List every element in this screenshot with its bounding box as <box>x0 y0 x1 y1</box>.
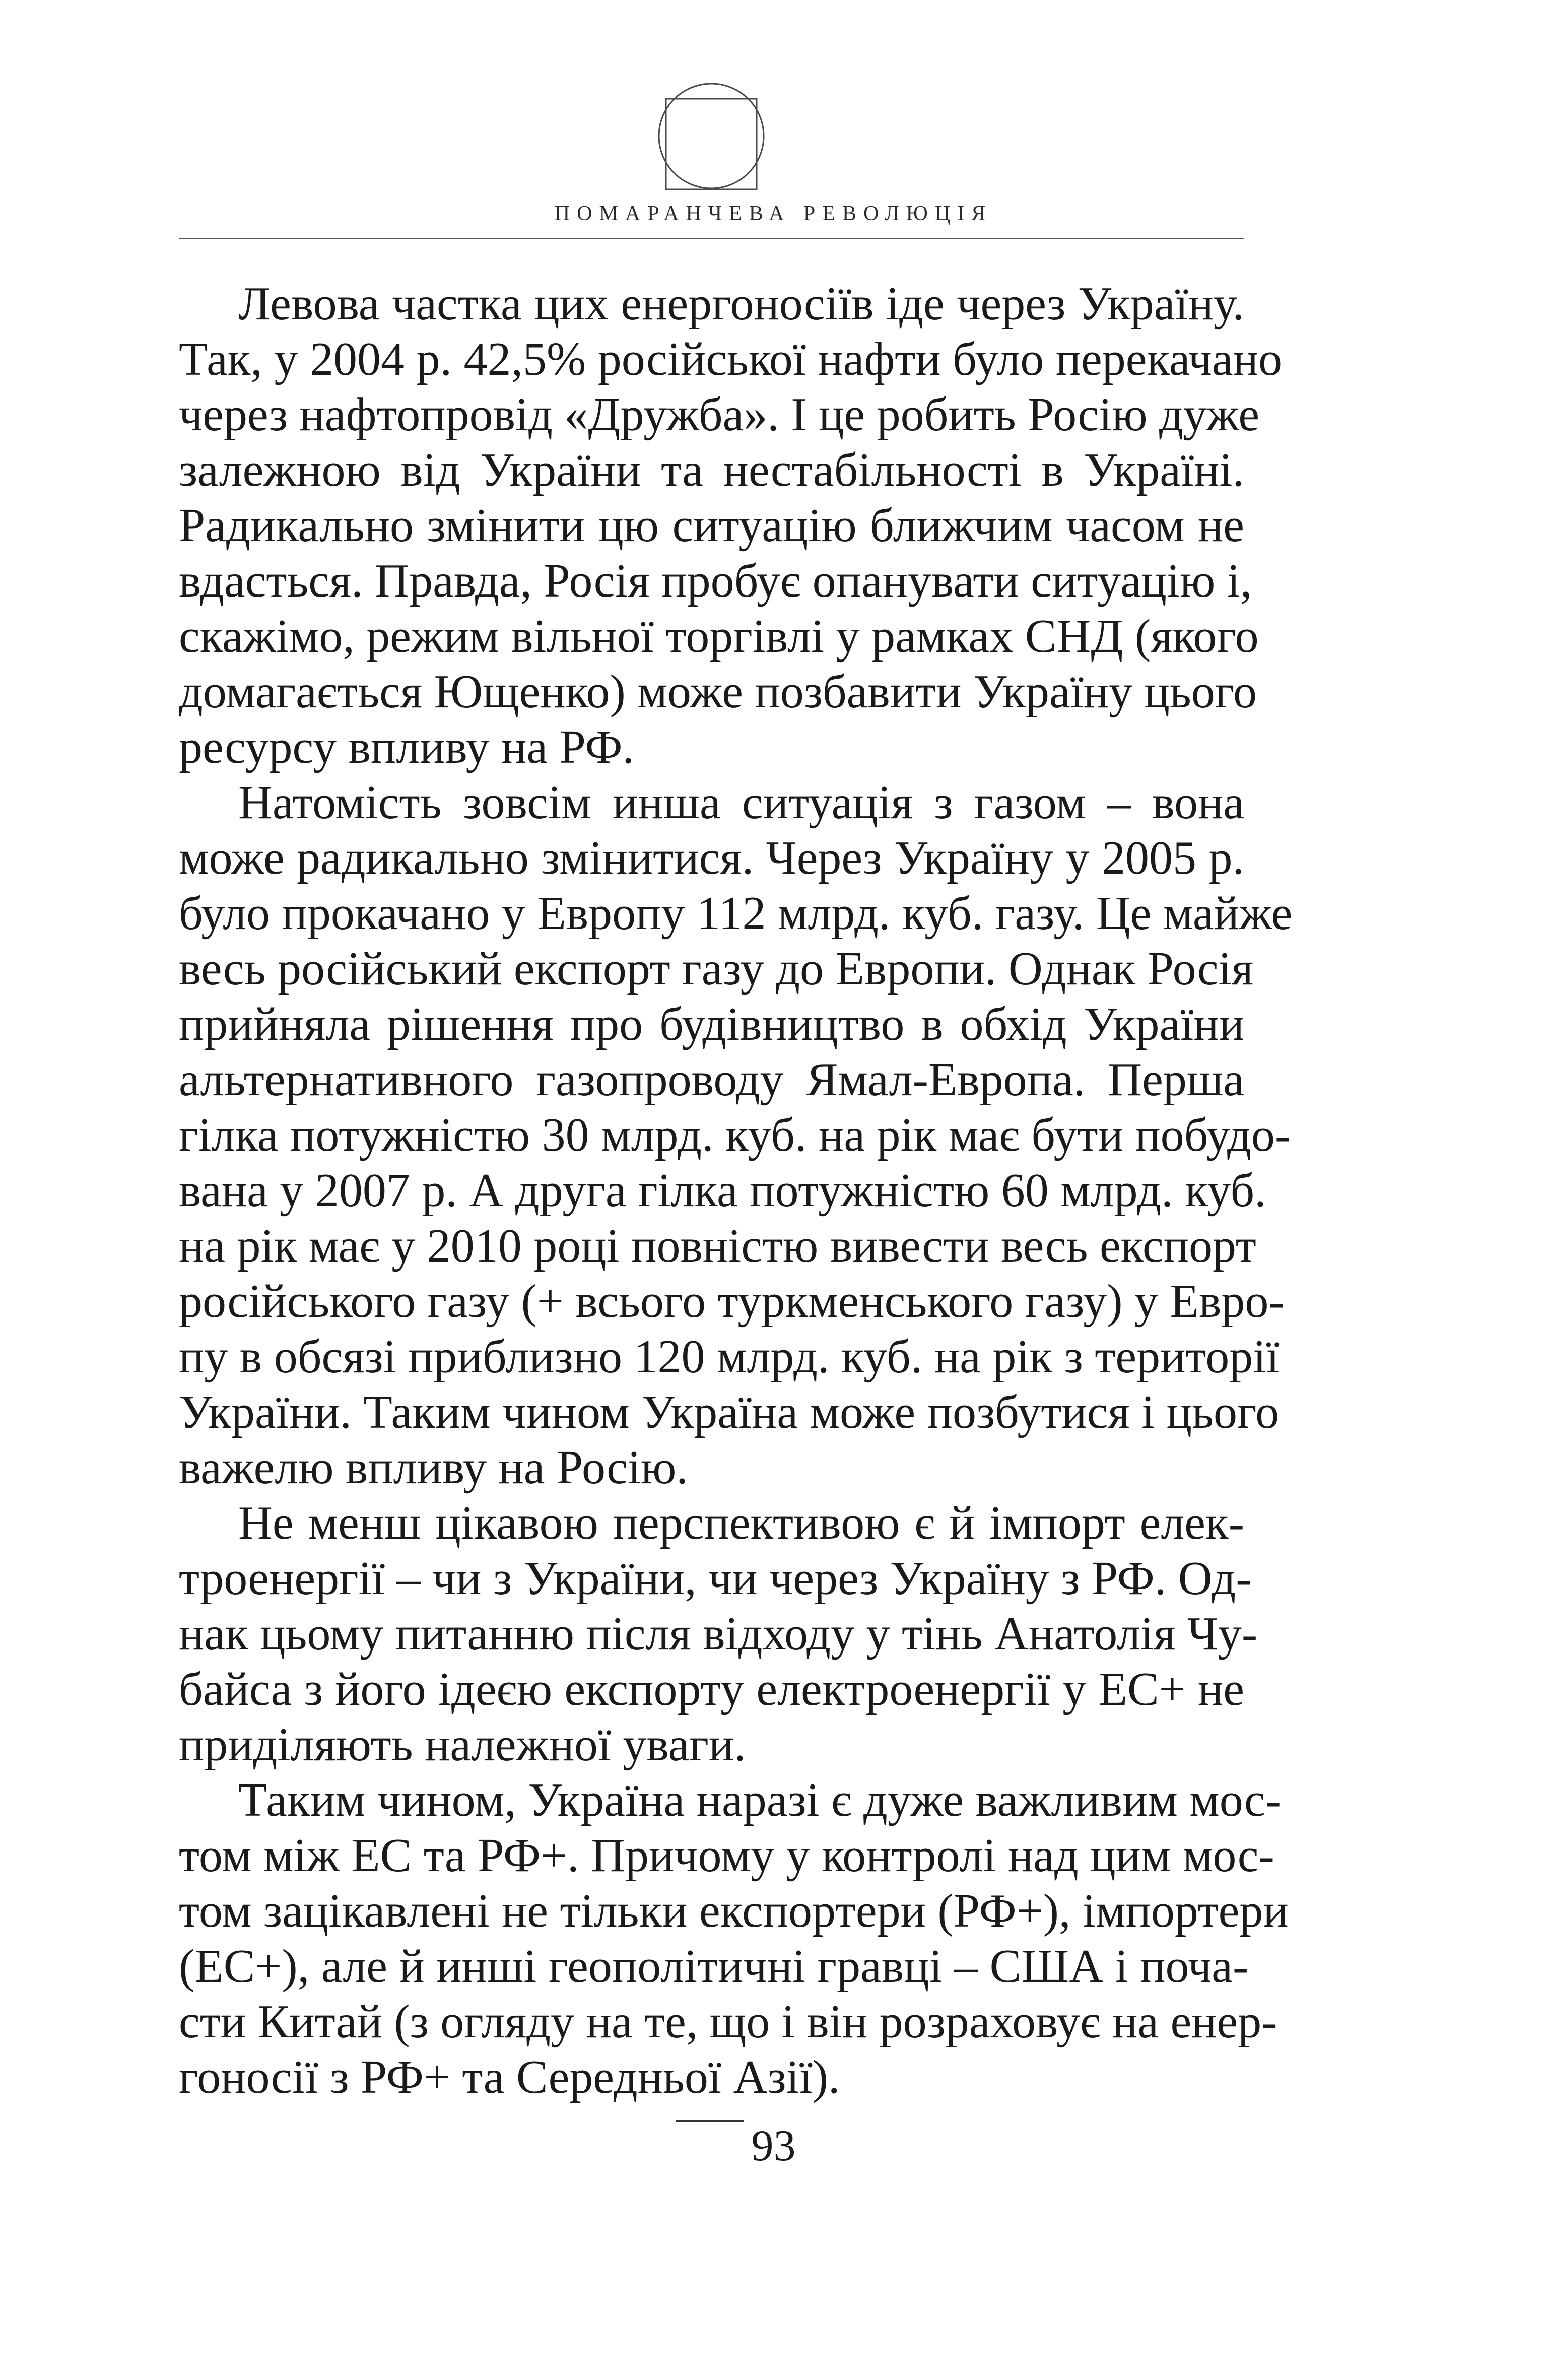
text-line: том між ЕС та РФ+. Причому у контролі над цим мос- <box>179 1829 1274 1882</box>
text-line: Не менш цікавою перспективою є й імпорт елек- <box>238 1497 1244 1549</box>
text-line: може радикально змінитися. Через Україну у 2005 р. <box>179 832 1244 884</box>
text-line: Натомість зовсім инша ситуація з газом – вона <box>238 776 1244 829</box>
text-line: залежною від України та нестабільності в Україні. <box>179 444 1244 496</box>
text-line: нак цьому питанню після відходу у тінь Анатолія Чу- <box>179 1608 1258 1660</box>
text-line: України. Таким чином Україна може позбутися і цього <box>179 1386 1280 1438</box>
text-line: вдасться. Правда, Росія пробує опанувати ситуацію і, <box>179 555 1252 607</box>
paragraph <box>179 1772 1289 2105</box>
text-line: скажімо, режим вільної торгівлі у рамках СНД (якого <box>179 610 1259 663</box>
text-line: пу в обсязі приблизно 120 млрд. куб. на рік з території <box>179 1331 1280 1383</box>
text-line: приділяють належної уваги. <box>179 1718 746 1771</box>
text-line: Таким чином, Україна наразі є дуже важливим мос- <box>238 1774 1282 1826</box>
page-number: 93 <box>751 2122 796 2170</box>
text-line: байса з його ідеєю експорту електроенергії у ЕС+ не <box>179 1663 1244 1715</box>
text-line: (ЕС+), але й инші геополітичні гравці – США і поча- <box>179 1940 1249 1993</box>
paragraph <box>179 775 1293 1495</box>
text-line: прийняла рішення про будівництво в обхід України <box>179 998 1244 1050</box>
text-line: важелю впливу на Росію. <box>179 1441 688 1494</box>
text-line: троенергії – чи з України, чи через Україну з РФ. Од- <box>179 1552 1252 1605</box>
text-line: домагається Ющенко) може позбавити Україну цього <box>179 666 1257 718</box>
text-line: гілка потужністю 30 млрд. куб. на рік має бути побудо- <box>179 1109 1291 1161</box>
text-line: було прокачано у Европу 112 млрд. куб. газу. Це майже <box>179 887 1293 940</box>
text-line: через нафтопровід «Дружба». І це робить Росію дуже <box>179 388 1260 441</box>
paragraph <box>179 1495 1258 1772</box>
text-line: Так, у 2004 р. 42,5% російської нафти було перекачано <box>179 333 1282 385</box>
text-line: Левова частка цих енергоносіїв іде через Україну. <box>238 278 1244 330</box>
body-text <box>179 276 1293 2105</box>
circle-square-logo-icon <box>653 76 769 196</box>
text-line: сти Китай (з огляду на те, що і він розраховує на енер- <box>179 1996 1277 2048</box>
text-line: весь російський експорт газу до Европи. Однак Росія <box>179 943 1253 995</box>
text-line: російського газу (+ всього туркменського газу) у Евро- <box>179 1275 1285 1328</box>
running-head: ПОМАРАНЧЕВА РЕВОЛЮЦІЯ <box>554 202 993 225</box>
text-line: ресурсу впливу на РФ. <box>179 721 635 773</box>
text-line: на рік має у 2010 році повністю вивести весь експорт <box>179 1220 1256 1272</box>
text-line: гоносії з РФ+ та Середньої Азії). <box>179 2051 840 2103</box>
text-line: том зацікавлені не тільки експортери (РФ+), імпортери <box>179 1885 1289 1937</box>
text-line: Радикально змінити цю ситуацію ближчим часом не <box>179 499 1244 552</box>
text-line: альтернативного газопроводу Ямал-Европа. Перша <box>179 1053 1244 1106</box>
text-line: вана у 2007 р. А друга гілка потужністю 60 млрд. куб. <box>179 1164 1266 1217</box>
paragraph <box>179 276 1282 775</box>
header-divider <box>179 238 1244 239</box>
